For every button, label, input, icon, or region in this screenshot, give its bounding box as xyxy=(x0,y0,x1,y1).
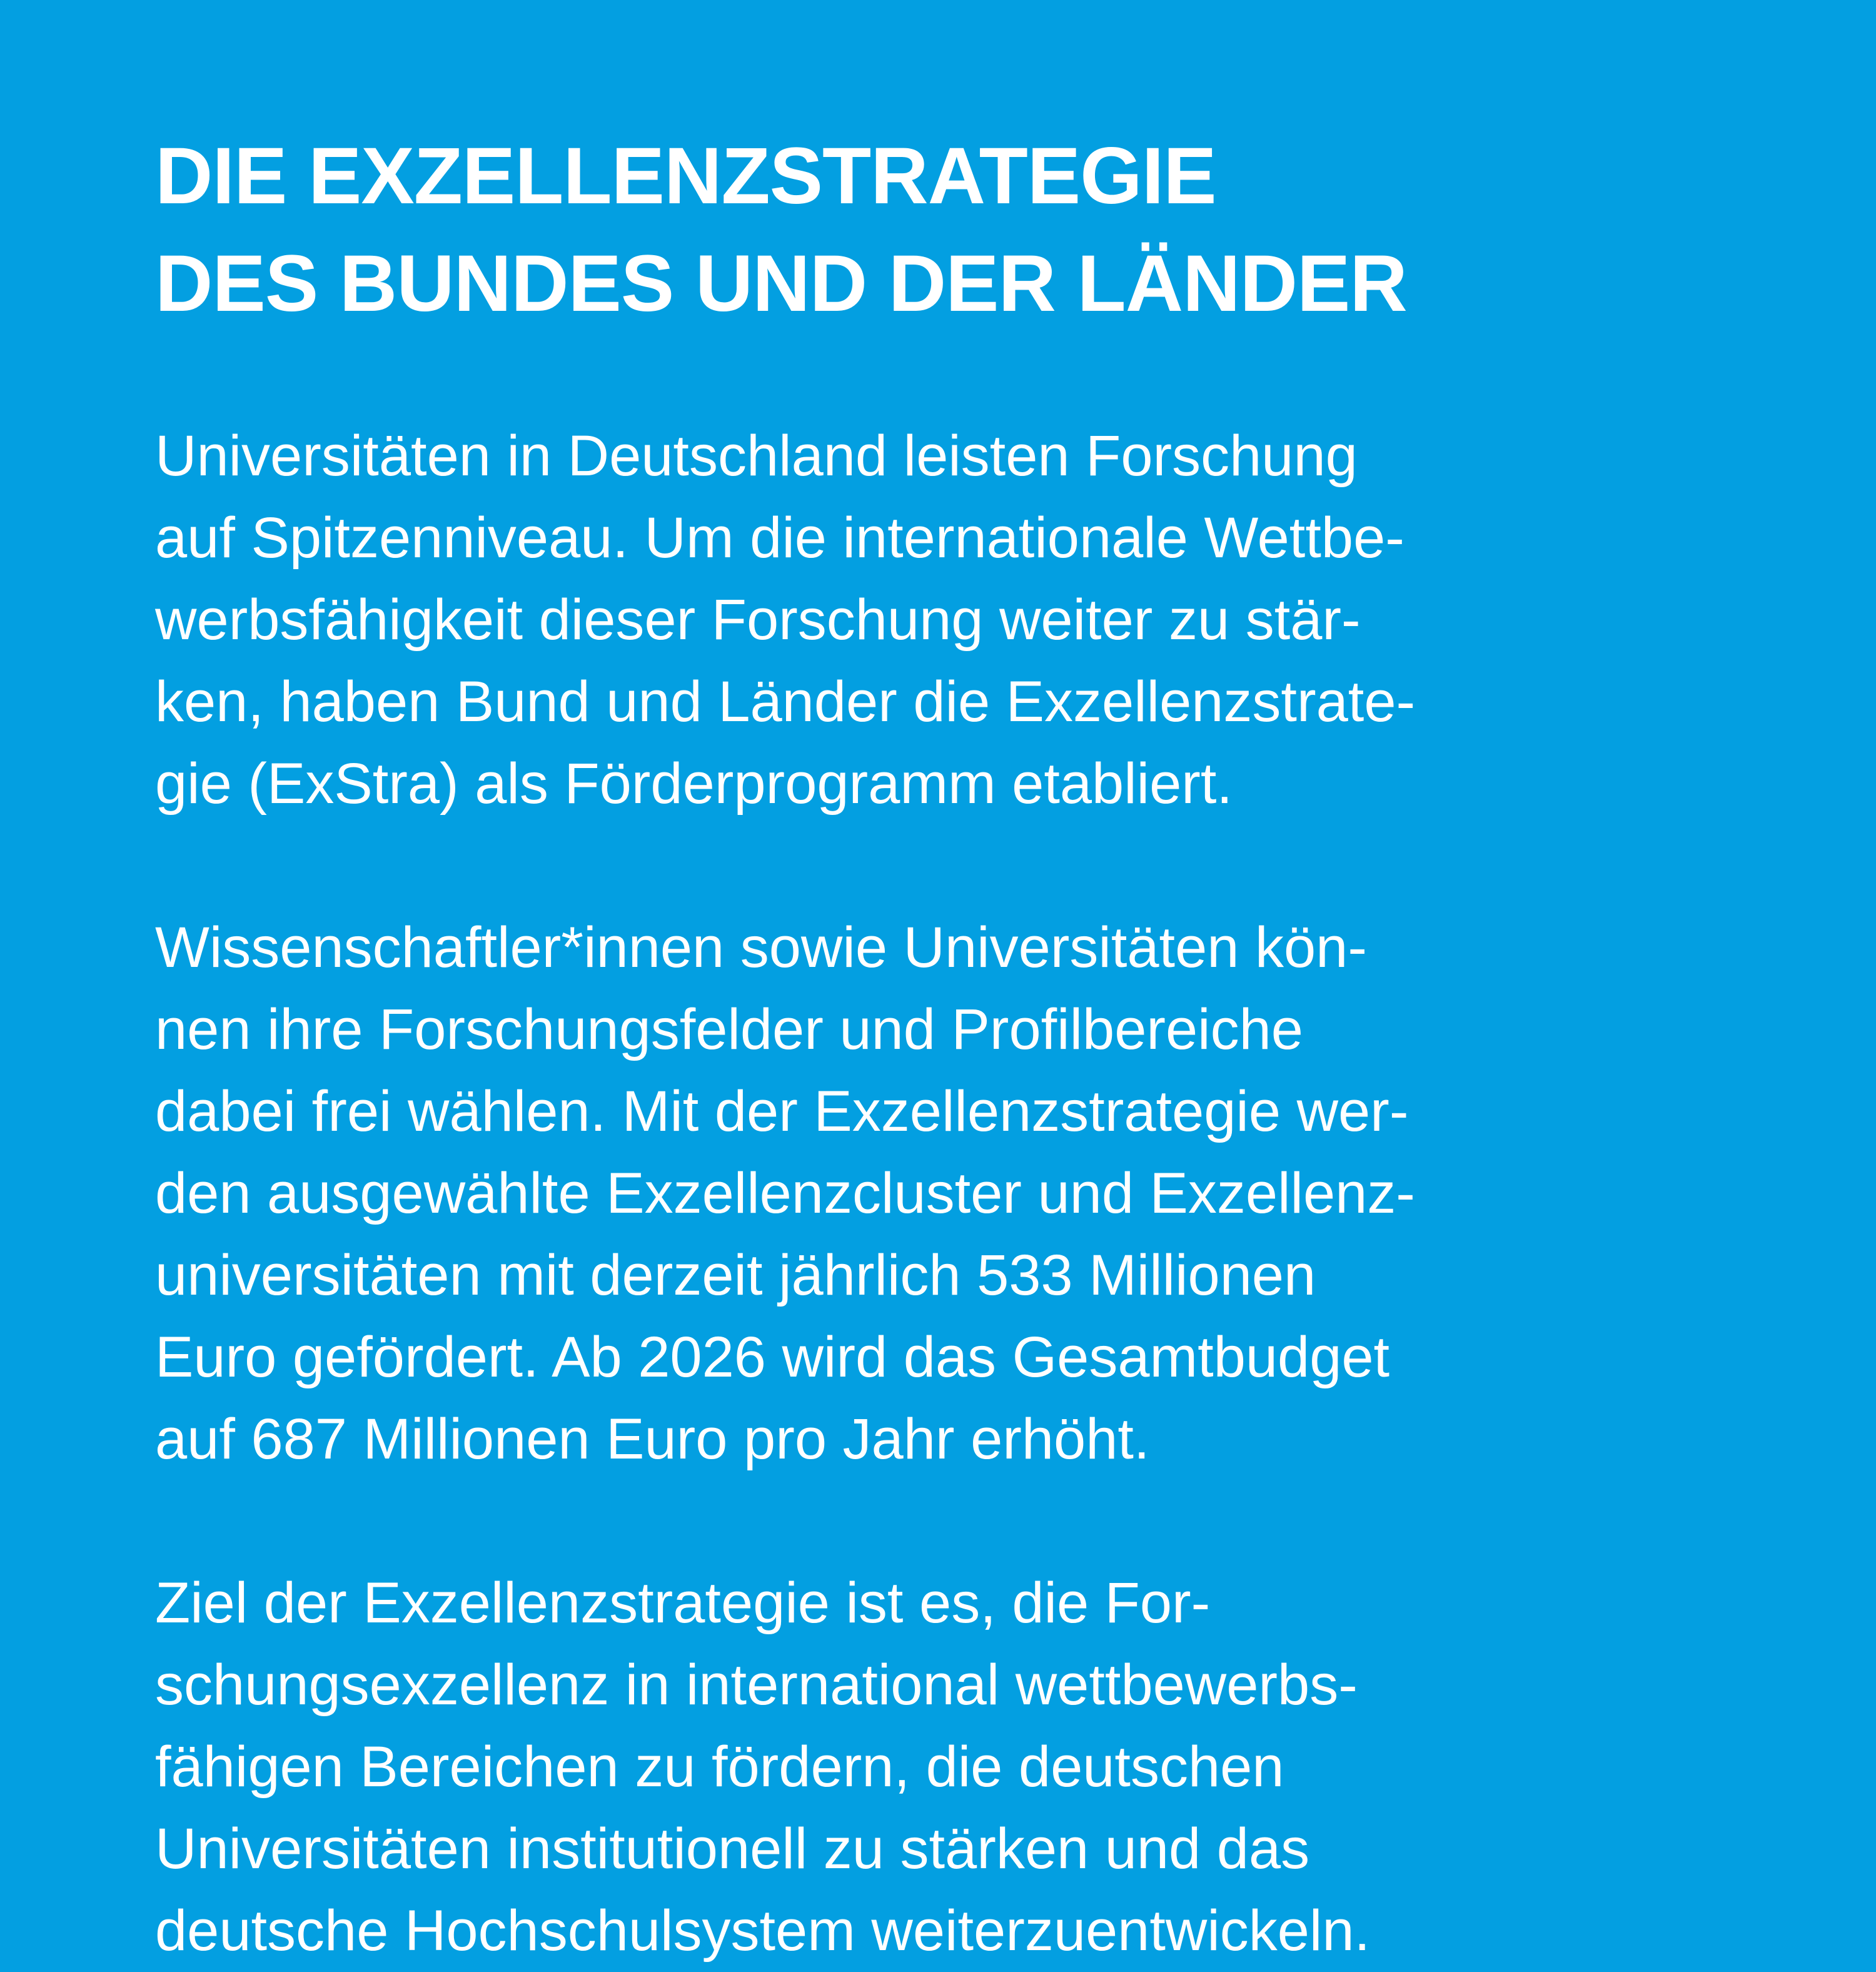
title-line-1: DIE EXZELLENZSTRATEGIE xyxy=(155,131,1216,221)
paragraph-intro xyxy=(155,415,1751,825)
paragraph-goal xyxy=(155,1562,1751,1972)
paragraph-line: Wissenschaftler*innen sowie Universitäten kön- xyxy=(155,916,1367,979)
paragraph-line: gie (ExStra) als Förderprogramm etabliert. xyxy=(155,752,1233,816)
paragraph-line: ken, haben Bund und Länder die Exzellenzstrate- xyxy=(155,670,1416,734)
paragraph-line: auf 687 Millionen Euro pro Jahr erhöht. xyxy=(155,1407,1150,1471)
paragraph-line: Euro gefördert. Ab 2026 wird das Gesamtbudget xyxy=(155,1325,1390,1389)
paragraph-line: schungsexzellenz in international wettbewerbs- xyxy=(155,1653,1358,1717)
paragraph-line: den ausgewählte Exzellenzcluster und Exzellenz- xyxy=(155,1161,1415,1225)
paragraph-line: nen ihre Forschungsfelder und Profilbereiche xyxy=(155,998,1303,1061)
paragraph-line: dabei frei wählen. Mit der Exzellenzstrategie wer- xyxy=(155,1080,1409,1143)
paragraph-line: fähigen Bereichen zu fördern, die deutschen xyxy=(155,1735,1284,1799)
paragraph-funding xyxy=(155,907,1751,1480)
paragraph-line: Ziel der Exzellenzstrategie ist es, die For- xyxy=(155,1571,1211,1635)
paragraph-line: auf Spitzenniveau. Um die internationale Wettbe- xyxy=(155,506,1404,570)
paragraph-line: deutsche Hochschulsystem weiterzuentwickeln. xyxy=(155,1899,1371,1963)
body-text xyxy=(155,415,1751,1972)
paragraph-line: Universitäten institutionell zu stärken und das xyxy=(155,1817,1310,1881)
paragraph-line: Universitäten in Deutschland leisten Forschung xyxy=(155,424,1358,488)
page-title xyxy=(155,123,1751,338)
paragraph-line: universitäten mit derzeit jährlich 533 Millionen xyxy=(155,1243,1316,1307)
paragraph-line: werbsfähigkeit dieser Forschung weiter zu stär- xyxy=(155,588,1361,652)
title-line-2: DES BUNDES UND DER LÄNDER xyxy=(155,239,1407,328)
